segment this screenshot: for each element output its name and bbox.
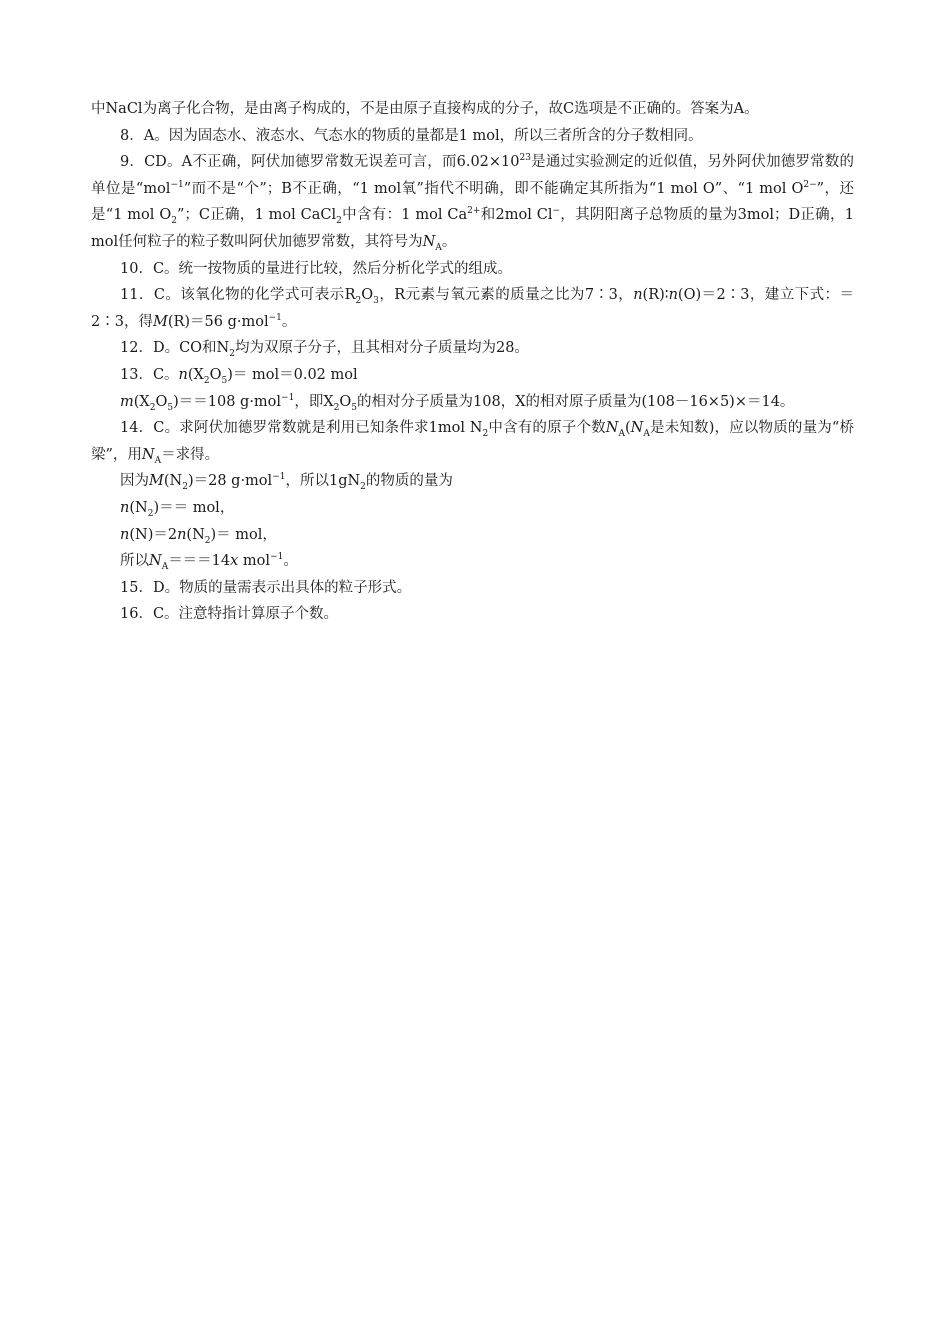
answer-paragraph-p15: 15．D。物质的量需表示出具体的粒子形式。 — [120, 579, 412, 596]
answer-text-block — [91, 96, 854, 628]
answer-paragraph-p8: 8．A。因为固态水、液态水、气态水的物质的量都是1 mol，所以三者所含的分子数相同。 — [120, 127, 703, 144]
answer-paragraph-p0: 中NaCl为离子化合物，是由离子构成的，不是由原子直接构成的分子，故C选项是不正确的。答案为A。 — [91, 101, 759, 117]
answer-paragraph-p9: 9．CD。A不正确，阿伏加德罗常数无误差可言，而$6.02\times 10^{23}$是通过实验测定的近似值，另外阿伏加德罗常数的单位是“mol$^{-1}$”而不是“个”；B不正确，“1 mol氧”指代不明确，即不能确定其所指为“1 mol O”、“1 mol $O^{2-}$”，还是“1 mol $O_2$”；C正确，1 mol CaCl$_2$中含有：1 mol $Ca^{2+}$和2mol Cl−，其阴阳离子总物质的量为3mol；D正确，1 mol任何粒子的粒子数叫阿伏加德罗常数，其符号为$N_A$。 — [91, 153, 854, 253]
answer-paragraph-p12: 12．D。CO和$N_2$均为双原子分子，且其相对分子质量均为28。 — [120, 340, 529, 360]
answer-paragraph-p14c: $n(N_2)==$ mol， — [120, 499, 235, 519]
answer-paragraph-p14d: $n(N)=2n(N_2)=$ mol， — [120, 526, 277, 546]
answer-paragraph-p16: 16．C。注意特指计算原子个数。 — [120, 606, 339, 623]
answer-paragraph-p10: 10．C。统一按物质的量进行比较，然后分析化学式的组成。 — [120, 260, 513, 277]
answer-paragraph-p14b: 因为$M(N_2)=28$ g·mol$^{-1}$，所以$1gN_2$的物质的量为 — [120, 472, 453, 493]
answer-paragraph-p14e: 所以$N_A===14x$ mol$^{-1}$。 — [120, 552, 298, 572]
answer-paragraph-p13: 13．C。$n(X_2O_5)= mol=0.02$ mol — [120, 366, 358, 386]
answer-paragraph-p14: 14．C。求阿伏加德罗常数就是利用已知条件求1mol $N_2$中含有的原子个数$N_A(N_A$是未知数)，应以物质的量为“桥梁”，用$N_A=$求得。 — [91, 420, 855, 466]
answer-paragraph-p11: 11．C。该氧化物的化学式可表示$R_2O_3$，R元素与氧元素的质量之比为7∶3，n(R)∶n(O)＝2∶3，建立下式：＝2∶3，得M(R)＝56 g·mol$^{-1}$。 — [91, 287, 854, 330]
answer-paragraph-p13b: $m(X_2O_5)==108$ g·mol$^{-1}$，即$X_2O_5$的相对分子质量为108，X的相对原子质量为(108－16×5)×＝14。 — [120, 392, 795, 413]
